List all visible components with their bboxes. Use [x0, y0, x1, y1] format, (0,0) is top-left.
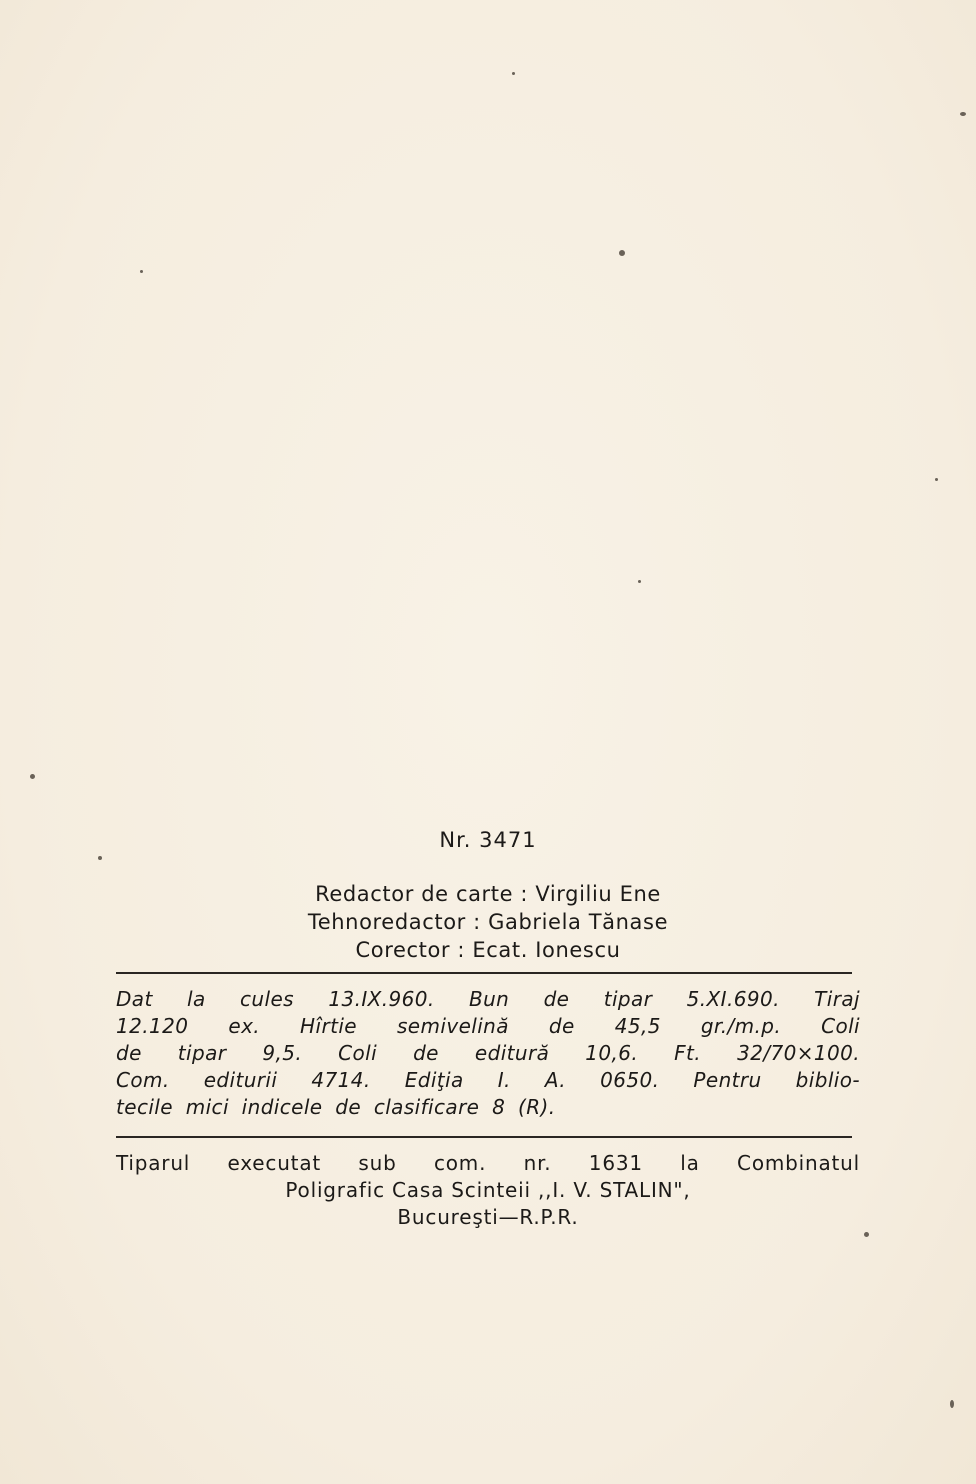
paper-speck: [864, 1232, 869, 1237]
printer-imprint: [116, 1150, 860, 1231]
printing-details-line: Com. editurii 4714. Ediţia I. A. 0650. Pentru biblio-: [116, 1068, 860, 1092]
divider-rule: [116, 972, 852, 974]
paper-speck: [140, 270, 143, 273]
credit-proofreader: Corector : Ecat. Ionescu: [355, 938, 621, 962]
editorial-credits: [116, 880, 860, 964]
printer-imprint-line: Bucureşti—R.P.R.: [397, 1205, 579, 1229]
printing-details-line: Dat la cules 13.IX.960. Bun de tipar 5.XI.690. Tiraj: [116, 987, 860, 1011]
printing-details-line: tecile mici indicele de clasificare 8 (R).: [116, 1095, 556, 1119]
printer-imprint-line: Poligrafic Casa Scinteii ,,I. V. STALIN",: [285, 1178, 691, 1202]
paper-speck: [935, 478, 938, 481]
paper-speck: [512, 72, 515, 75]
paper-speck: [638, 580, 641, 583]
paper-speck: [619, 250, 625, 256]
paper-speck: [30, 774, 35, 779]
printing-details-line: 12.120 ex. Hîrtie semivelină de 45,5 gr./m.p. Coli: [116, 1014, 860, 1038]
printing-details: [116, 986, 860, 1121]
credit-technical-editor: Tehnoredactor : Gabriela Tănase: [307, 910, 669, 934]
printer-imprint-line: Tiparul executat sub com. nr. 1631 la Combinatul: [116, 1151, 860, 1175]
printing-details-line: de tipar 9,5. Coli de editură 10,6. Ft. 32/70×100.: [116, 1041, 860, 1065]
paper-speck: [98, 856, 102, 860]
paper-speck: [960, 112, 966, 116]
publication-number: Nr. 3471: [439, 828, 537, 852]
credit-editor: Redactor de carte : Virgiliu Ene: [315, 882, 661, 906]
divider-rule: [116, 1136, 852, 1138]
paper-speck: [950, 1400, 954, 1408]
